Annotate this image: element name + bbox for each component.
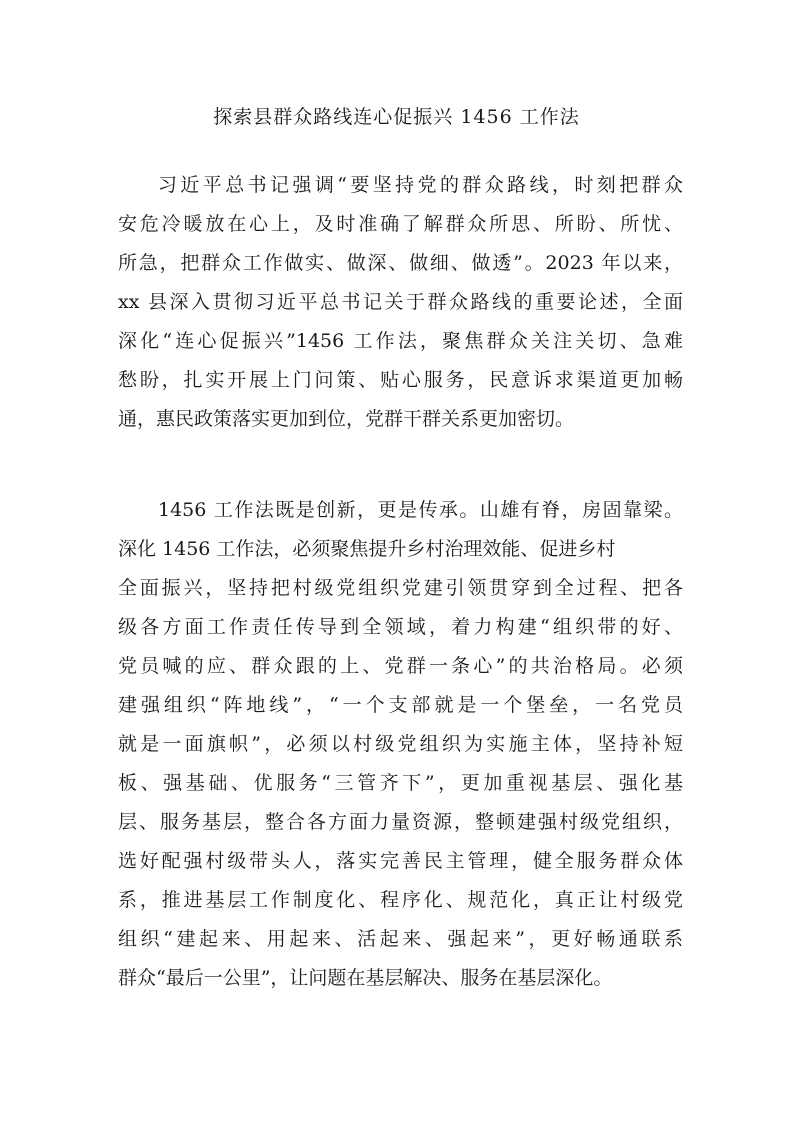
paragraph-line: 级各方面工作责任传导到全领域，着力构建“组织带的好、: [118, 616, 683, 638]
paragraph-line: 愁盼，扎实开展上门问策、贴心服务，民意诉求渠道更加畅: [118, 369, 683, 391]
paragraph-1: [118, 166, 683, 439]
paragraph-line: 1456 工作法既是创新，更是传承。山雄有脊，房固靠梁。: [158, 499, 683, 521]
paragraph-line: xx 县深入贯彻习近平总书记关于群众路线的重要论述，全面: [118, 291, 683, 313]
paragraph-line: 组织“建起来、用起来、活起来、强起来”，更好畅通联系: [118, 928, 683, 950]
paragraph-line: 全面振兴，坚持把村级党组织党建引领贯穿到全过程、把各: [118, 577, 683, 599]
paragraph-2: [118, 491, 683, 998]
paragraph-line: 建强组织“阵地线”，“一个支部就是一个堡垒，一名党员: [118, 694, 683, 716]
paragraph-line: 群众“最后一公里”，让问题在基层解决、服务在基层深化。: [118, 967, 613, 989]
paragraph-line: 层、服务基层，整合各方面力量资源，整顿建强村级党组织，: [118, 811, 683, 833]
paragraph-line: 系，推进基层工作制度化、程序化、规范化，真正让村级党: [118, 889, 683, 911]
document-title: 探索县群众路线连心促振兴 1456 工作法: [213, 106, 580, 128]
paragraph-line: 选好配强村级带头人，落实完善民主管理，健全服务群众体: [118, 850, 683, 872]
paragraph-line: 通，惠民政策落实更加到位，党群干群关系更加密切。: [118, 408, 575, 430]
paragraph-line: 安危冷暖放在心上，及时准确了解群众所思、所盼、所忧、: [118, 213, 683, 235]
paragraph-line: 党员喊的应、群众跟的上、党群一条心”的共治格局。必须: [118, 655, 683, 677]
paragraph-line: 所急，把群众工作做实、做深、做细、做透”。2023 年以来，: [118, 252, 683, 274]
paragraph-line: 就是一面旗帜”，必须以村级党组织为实施主体，坚持补短: [118, 733, 683, 755]
paragraph-line: 深化 1456 工作法，必须聚焦提升乡村治理效能、促进乡村: [118, 538, 616, 560]
paragraph-line: 习近平总书记强调“要坚持党的群众路线，时刻把群众: [158, 174, 683, 196]
paragraph-line: 深化“连心促振兴”1456 工作法，聚焦群众关注关切、急难: [118, 330, 683, 352]
paragraph-line: 板、强基础、优服务“三管齐下”，更加重视基层、强化基: [118, 772, 683, 794]
